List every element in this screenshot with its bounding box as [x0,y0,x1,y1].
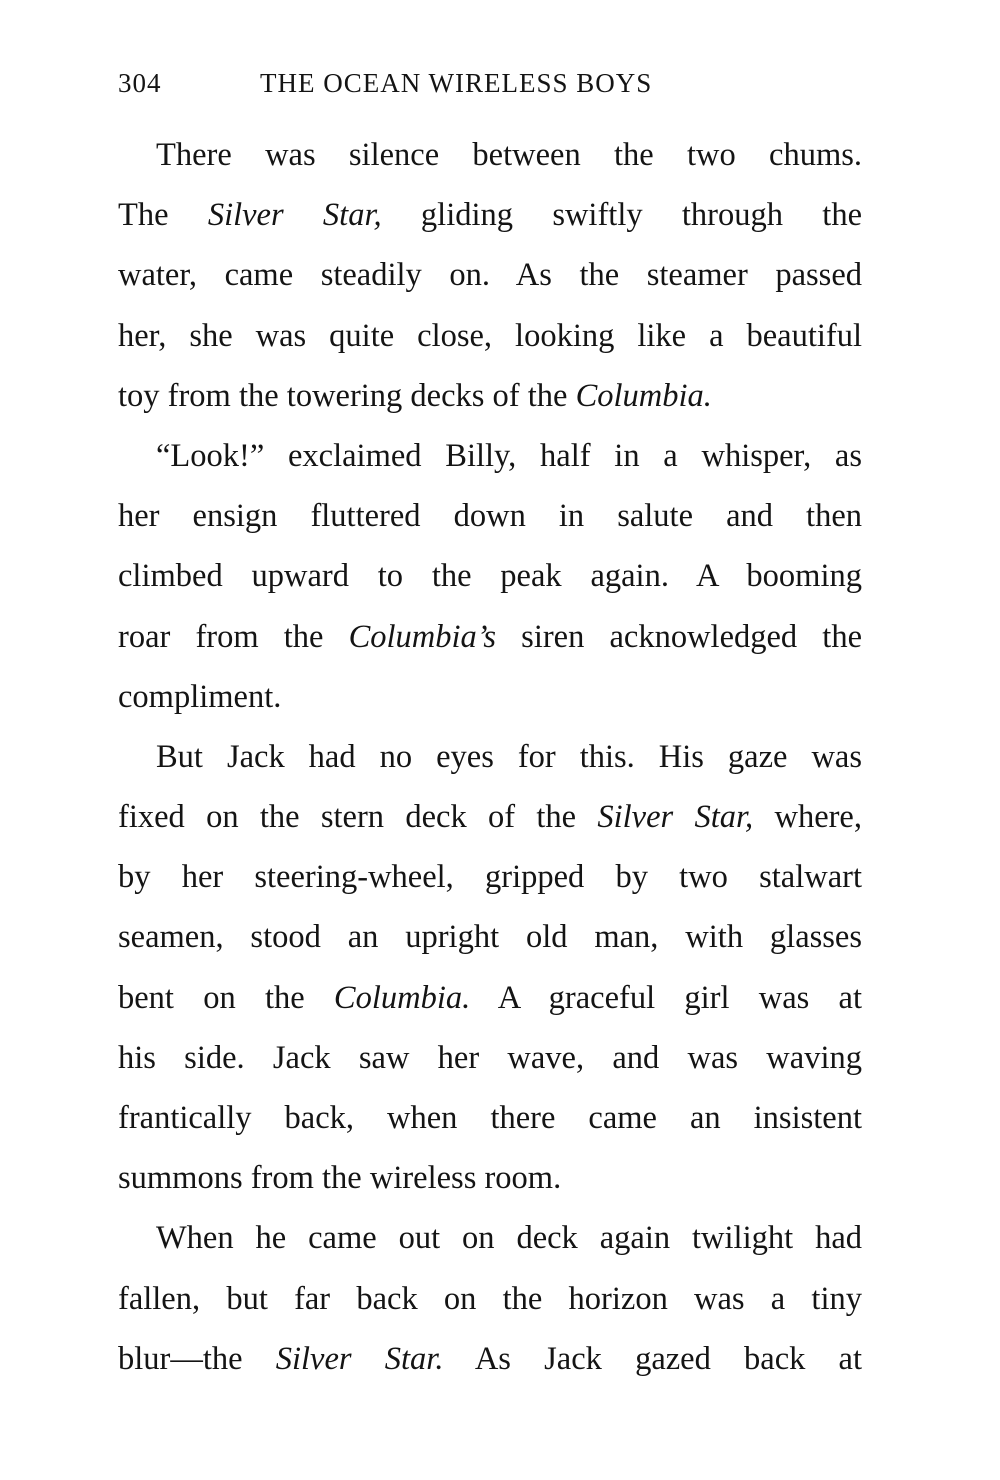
text-line [118,968,862,1028]
text-run: When he came out on deck again twilight had [156,1220,862,1257]
text-line [118,185,862,245]
text-run: siren acknowledged the [496,618,862,655]
text-run: climbed upward to the peak again. A booming [118,558,862,595]
text-run: The [118,197,208,234]
text-run: summons from the wireless room. [118,1160,562,1197]
text-line [118,607,862,667]
italic-text: Columbia. [333,979,471,1016]
text-run: her, she was quite close, looking like a beautiful [118,317,862,354]
text-run: roar from the [118,618,349,655]
text-line [118,125,862,185]
italic-text: Silver Star, [597,799,754,836]
text-run: But Jack had no eyes for this. His gaze was [156,738,862,775]
text-line [118,727,862,787]
text-line [118,366,862,426]
text-run: As Jack gazed back at [443,1340,863,1377]
text-run: her ensign fluttered down in salute and then [118,498,862,535]
text-line [118,426,862,486]
running-head [118,68,818,108]
italic-text: Columbia. [575,377,712,414]
italic-text: Silver Star. [275,1340,444,1377]
italic-text: Silver Star, [207,197,382,234]
text-run: by her steering-wheel, gripped by two stalwart [118,859,862,896]
text-run: where, [753,799,862,836]
text-run: bent on the [118,979,334,1016]
page-number: 304 [118,68,162,98]
italic-text: Columbia’s [348,618,497,655]
text-line [118,1208,862,1268]
text-run: blur—the [118,1340,276,1377]
text-run: fallen, but far back on the horizon was a tiny [118,1280,862,1317]
text-run: toy from the towering decks of the [118,377,576,414]
text-run: A graceful girl was at [470,979,862,1016]
text-run: compliment. [118,678,282,715]
text-line [118,1329,862,1389]
text-line [118,847,862,907]
text-run: gliding swiftly through the [381,197,862,234]
text-run: “Look!” exclaimed Billy, half in a whisper, as [156,437,862,474]
text-line [118,546,862,606]
text-line [118,907,862,967]
text-run: his side. Jack saw her wave, and was waving [118,1039,862,1076]
text-run: water, came steadily on. As the steamer passed [118,257,862,294]
text-line [118,1269,862,1329]
text-run: frantically back, when there came an insistent [118,1100,862,1136]
text-run: There was silence between the two chums. [156,137,862,173]
body-text [118,125,862,1389]
text-line [118,1148,862,1208]
text-run: seamen, stood an upright old man, with glasses [118,919,862,956]
text-line [118,667,862,727]
text-line [118,1088,862,1148]
text-line [118,306,862,366]
text-line [118,486,862,546]
text-line [118,1028,862,1088]
text-run: fixed on the stern deck of the [118,799,598,836]
book-title: THE OCEAN WIRELESS BOYS [260,68,653,98]
text-line [118,787,862,847]
text-line [118,245,862,305]
